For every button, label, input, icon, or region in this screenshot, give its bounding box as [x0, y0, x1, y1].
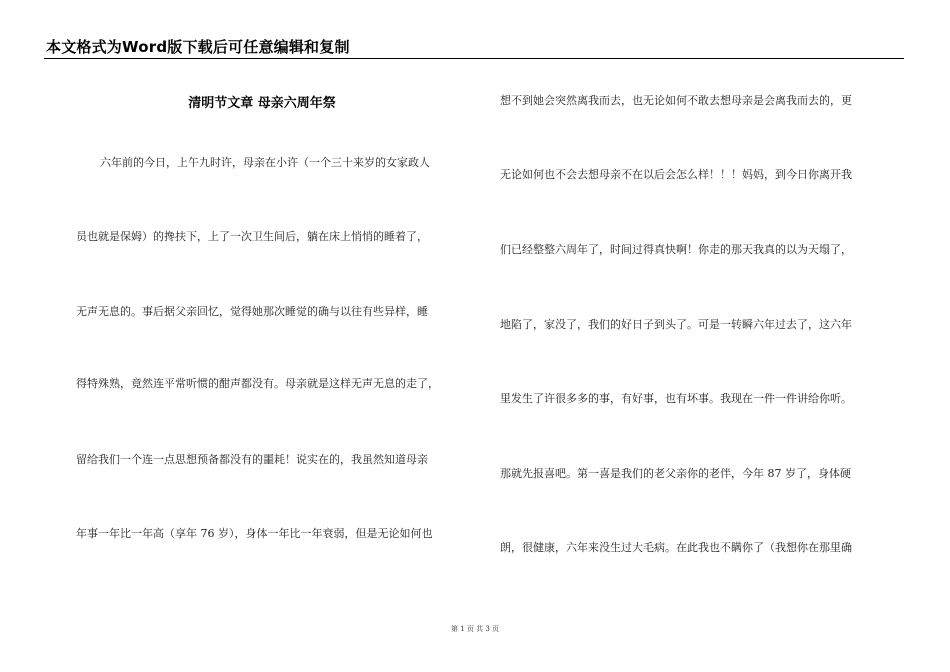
body-text-line: 想不到她会突然离我而去，也无论如何不敢去想母亲是会离我而去的，更 [500, 94, 852, 107]
body-text-line: 员也就是保姆）的搀扶下，上了一次卫生间后，躺在床上悄悄的睡着了， [76, 230, 428, 243]
page-number-footer: 第 1 页 共 3 页 [450, 625, 500, 633]
body-text-line: 无声无息的。事后据父亲回忆，觉得她那次睡觉的确与以往有些异样，睡 [76, 305, 428, 318]
body-text-line: 留给我们一个连一点思想预备都没有的噩耗！说实在的，我虽然知道母亲 [76, 453, 428, 466]
body-text-line: 六年前的今日，上午九时许，母亲在小许（一个三十来岁的女家政人 [100, 156, 430, 169]
document-title: 清明节文章 母亲六周年祭 [188, 96, 336, 111]
body-text-line: 里发生了许很多多的事，有好事，也有坏事。我现在一件一件讲给你听。 [500, 392, 852, 405]
body-text-line: 那就先报喜吧。第一喜是我们的老父亲你的老伴，今年 87 岁了，身体硬 [500, 467, 851, 480]
body-text-line: 们已经整整六周年了，时间过得真快啊！你走的那天我真的以为天塌了， [500, 243, 852, 256]
body-text-line: 年事一年比一年高（享年 76 岁），身体一年比一年衰弱，但是无论如何也 [76, 527, 433, 540]
body-text-line: 朗，很健康，六年来没生过大毛病。在此我也不瞒你了（我想你在那里确 [500, 541, 852, 554]
body-text-line: 地陷了，家没了，我们的好日子到头了。可是一转瞬六年过去了，这六年 [500, 318, 852, 331]
document-header-banner: 本文格式为Word版下载后可任意编辑和复制 [46, 38, 350, 56]
body-text-line: 无论如何也不会去想母亲不在以后会怎么样！！！妈妈，到今日你离开我 [500, 168, 852, 181]
body-text-line: 得特殊熟，竟然连平常听惯的酣声都没有。母亲就是这样无声无息的走了， [76, 377, 439, 390]
header-divider [44, 58, 904, 59]
